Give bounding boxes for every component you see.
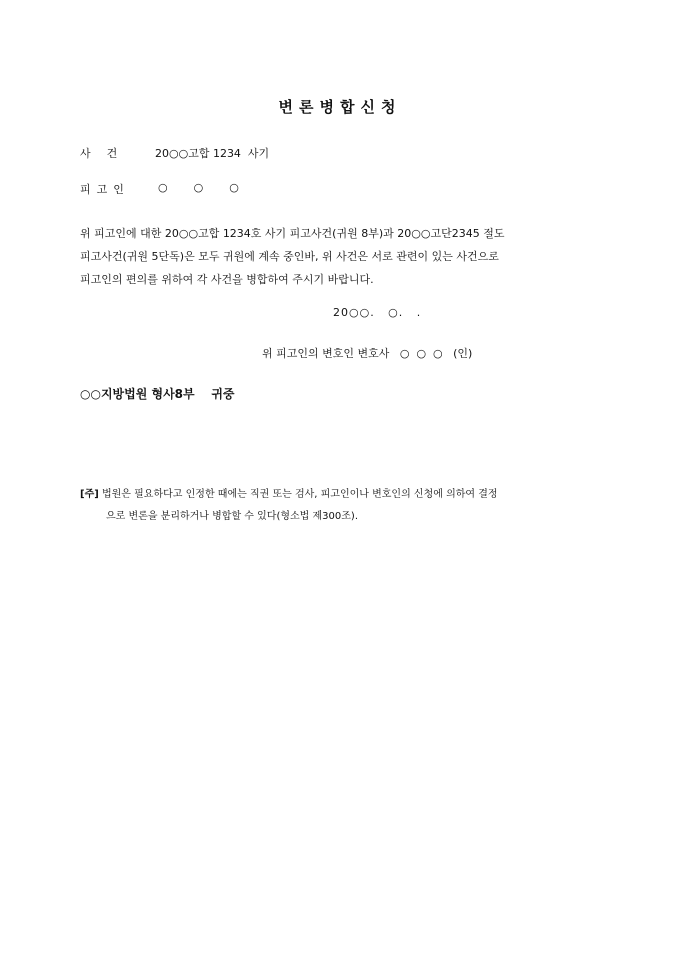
footnote-line: 으로 변론을 분리하거나 병합할 수 있다(형소법 제300조).	[106, 511, 359, 522]
defendant-label: 피고인	[80, 183, 130, 196]
footnote-line	[80, 484, 604, 506]
court-addressee: ○○지방법원 형사8부 귀중	[80, 387, 235, 401]
footnote-text: 법원은 필요하다고 인정한 때에는 직권 또는 검사, 피고인이나 변호인의 신청에 의하여 결정	[98, 489, 498, 500]
filing-date: 20○○. ○. .	[333, 306, 422, 319]
defendant-value: ○○○	[158, 181, 265, 194]
case-label: 사건	[80, 147, 134, 160]
document-title: 변론병합신청	[278, 98, 402, 116]
signature-line: 위 피고인의 변호인 변호사 ○ ○ ○ (인)	[262, 347, 473, 360]
body-line: 피고사건(귀원 5단독)은 모두 귀원에 계속 중인바, 위 사건은 서로 관련이 있는 사건으로	[80, 250, 499, 263]
case-value: 20○○고합 1234 사기	[155, 147, 270, 160]
footnote-mark: [주]	[80, 489, 99, 500]
request-body	[80, 222, 600, 291]
footnote	[80, 484, 604, 528]
body-line: 피고인의 편의를 위하여 각 사건을 병합하여 주시기 바랍니다.	[80, 273, 374, 286]
body-line: 위 피고인에 대한 20○○고합 1234호 사기 피고사건(귀원 8부)과 20○○고단2345 절도	[80, 227, 505, 240]
